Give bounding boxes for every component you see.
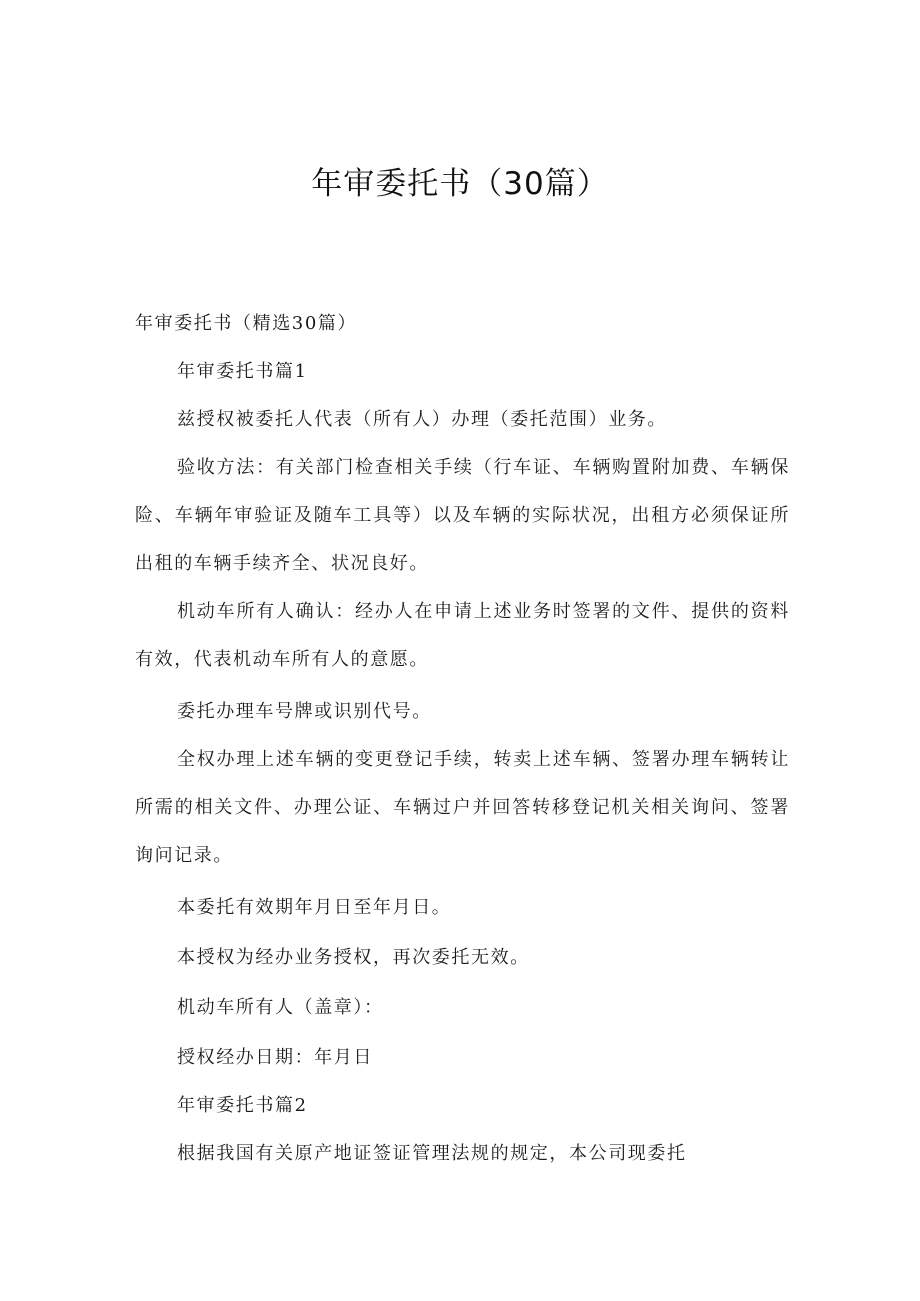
paragraph: 本授权为经办业务授权，再次委托无效。	[177, 947, 530, 968]
paragraph: 全权办理上述车辆的变更登记手续，转卖上述车辆、签署办理车辆转让所需的相关文件、办理公证、车辆过户并回答转移登记机关相关询问、签署询问记录。	[135, 749, 790, 866]
section-heading-2: 年审委托书篇2	[177, 1095, 308, 1116]
paragraph-subtitle: 年审委托书（精选30篇）	[135, 313, 358, 334]
paragraph: 本委托有效期年月日至年月日。	[177, 897, 452, 918]
paragraph: 机动车所有人（盖章）：	[177, 997, 384, 1018]
paragraph: 根据我国有关原产地证签证管理法规的规定，本公司现委托	[177, 1143, 687, 1164]
section-heading-1: 年审委托书篇1	[177, 361, 308, 382]
document-title: 年审委托书（30篇）	[311, 166, 609, 202]
paragraph: 授权经办日期：年月日	[177, 1047, 373, 1068]
paragraph: 验收方法：有关部门检查相关手续（行车证、车辆购置附加费、车辆保险、车辆年审验证及随车工具等）以及车辆的实际状况，出租方必须保证所出租的车辆手续齐全、状况良好。	[135, 457, 790, 574]
paragraph: 机动车所有人确认：经办人在申请上述业务时签署的文件、提供的资料有效，代表机动车所有人的意愿。	[135, 601, 790, 670]
paragraph: 委托办理车号牌或识别代号。	[177, 701, 432, 722]
paragraph: 兹授权被委托人代表（所有人）办理（委托范围）业务。	[177, 409, 667, 430]
